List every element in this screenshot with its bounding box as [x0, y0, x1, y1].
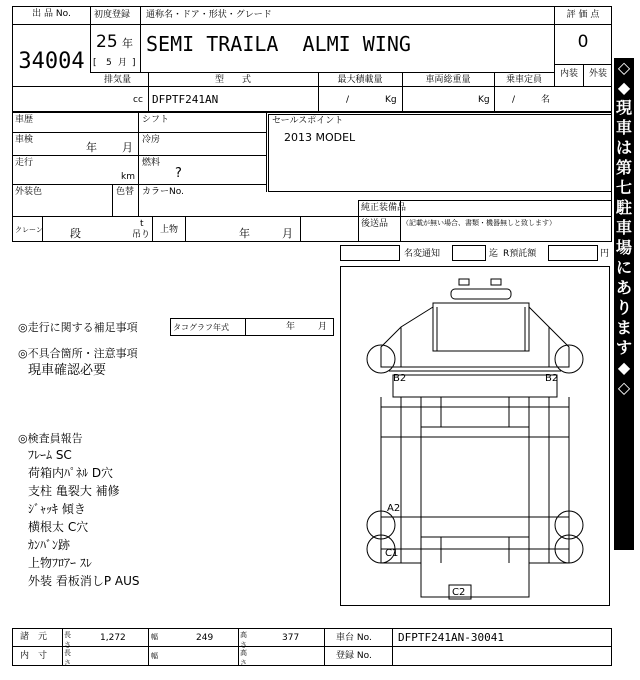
- fuel-label: 燃料: [142, 158, 161, 168]
- mark-b2-left: B2: [393, 373, 407, 384]
- inspection-month-unit: 月: [122, 141, 133, 154]
- mark-c1: C1: [385, 548, 399, 559]
- interior-label: 内装: [559, 69, 578, 79]
- inspector-item: 荷箱内ﾊﾟﾈﾙ D穴: [28, 466, 114, 480]
- side-banner-char: 現: [615, 98, 632, 117]
- interior-dims-label: 内 寸: [20, 651, 48, 661]
- side-banner-char: 七: [615, 178, 632, 197]
- in-width-label: 幅: [151, 652, 158, 660]
- defects-text: 現車確認必要: [28, 363, 107, 378]
- chassis-label: 車台 No.: [336, 633, 372, 643]
- inspector-section-title: ◎検査員報告: [18, 432, 83, 445]
- mark-c2: C2: [452, 587, 466, 598]
- body-label: 上物: [160, 225, 179, 235]
- reg-no-label: 登録 No.: [336, 651, 372, 661]
- crane-lift-unit: 吊り: [132, 230, 151, 240]
- side-banner-char: す: [615, 338, 632, 357]
- shift-label: シフト: [142, 115, 170, 125]
- mileage-label: 走行: [15, 158, 34, 168]
- deposit-prefix: 迄: [489, 249, 499, 259]
- inspector-item: 外装 看板消しP AUS: [28, 574, 140, 588]
- model-type-label: 型 式: [214, 75, 251, 85]
- in-height-label: 高さ: [240, 649, 247, 667]
- displacement-unit: cc: [133, 95, 143, 105]
- post-delivery-label: 後送品: [361, 219, 389, 229]
- crane-stage-unit: 段: [70, 227, 81, 240]
- reg-month-unit: 月: [118, 58, 128, 68]
- side-banner-char: 車: [615, 218, 632, 237]
- exterior-label: 外装: [588, 69, 607, 79]
- displacement-label: 排気量: [104, 75, 132, 85]
- tachograph-year-unit: 年: [286, 322, 296, 332]
- side-banner-char: ◇: [617, 378, 631, 397]
- length-value: 1,272: [100, 633, 126, 643]
- defects-section-title: ◎不具合箇所・注意事項: [18, 347, 138, 360]
- side-banner-char: 場: [615, 238, 632, 257]
- side-banner-char: 車: [615, 118, 632, 137]
- recycle-label: R預託額: [503, 249, 537, 259]
- gross-weight-label: 車両総重量: [425, 75, 471, 85]
- body-month-unit: 月: [282, 227, 293, 240]
- inspector-item: 上物ﾌﾛｱｰ ｽﾚ: [28, 556, 92, 570]
- sales-point-label: セールスポイント: [272, 116, 344, 126]
- inspector-list: [28, 446, 188, 590]
- ext-color-label: 外装色: [15, 187, 43, 197]
- capacity-label: 乗車定員: [505, 75, 542, 85]
- side-banner-char: に: [615, 258, 632, 277]
- max-load-unit: Kg: [385, 95, 397, 105]
- listing-no-label: 出 品 No.: [32, 9, 71, 19]
- color-no-label: カラーNo.: [142, 187, 184, 197]
- reg-year: 25: [96, 32, 118, 52]
- inspector-item: ｶﾝﾊﾞﾝ跡: [28, 538, 71, 552]
- sales-point: 2013 MODEL: [284, 131, 356, 144]
- listing-no: 34004: [18, 49, 85, 74]
- score-value: 0: [577, 32, 589, 52]
- side-banner-char: は: [615, 138, 632, 157]
- model-name-label: 通称名・ドア・形状・グレード: [146, 10, 272, 20]
- height-value: 377: [282, 633, 300, 643]
- first-reg-label: 初度登録: [94, 10, 131, 20]
- side-banner: [614, 58, 634, 550]
- inspector-item: 支柱 亀裂大 補修: [28, 484, 120, 498]
- name-change-label: 名変通知: [404, 249, 441, 259]
- header-frame: [12, 6, 612, 112]
- max-load-sep: /: [346, 95, 350, 105]
- length-label: 長さ: [64, 631, 71, 649]
- crane-label: クレーン: [15, 226, 43, 234]
- side-banner-char: あ: [615, 278, 632, 297]
- deposit-box: [452, 245, 486, 261]
- in-length-label: 長さ: [64, 649, 71, 667]
- score-label: 評 価 点: [566, 10, 600, 20]
- inspector-item: ｼﾞｬｯｷ 傾き: [28, 502, 86, 516]
- mark-b2-right: B2: [545, 373, 559, 384]
- chassis-no: DFPTF241AN-30041: [398, 631, 504, 644]
- capacity-unit: 名: [541, 95, 551, 105]
- side-banner-char: 第: [615, 158, 632, 177]
- inspection-year-unit: 年: [86, 141, 97, 154]
- history-label: 車歴: [15, 115, 34, 125]
- driving-section-title: ◎走行に関する補足事項: [18, 321, 138, 334]
- gross-weight-unit: Kg: [478, 95, 490, 105]
- crane-t: t: [140, 219, 144, 229]
- side-banner-char: ま: [615, 318, 632, 337]
- model-type: DFPTF241AN: [152, 93, 219, 106]
- side-banner-char: ◇: [617, 58, 631, 77]
- aircon-label: 冷房: [142, 135, 161, 145]
- month-open: [: [93, 58, 97, 68]
- fuel-value: ?: [175, 166, 182, 181]
- vehicle-name: SEMI TRAILA ALMI WING: [146, 32, 411, 56]
- side-banner-char: ◆: [617, 358, 631, 377]
- width-label: 幅: [151, 633, 158, 641]
- side-banner-char: ◆: [617, 78, 631, 97]
- yen-unit: 円: [600, 249, 610, 259]
- tachograph-label: タコグラフ年式: [173, 323, 229, 332]
- recycle-box: [548, 245, 598, 261]
- color-change-label: 色替: [116, 187, 135, 197]
- genuine-parts-label: 純正装備品: [361, 203, 407, 213]
- trailer-diagram-svg: [341, 267, 609, 605]
- vehicle-diagram: [340, 266, 610, 606]
- width-value: 249: [196, 633, 214, 643]
- inspector-item: 横根太 C穴: [28, 520, 89, 534]
- body-year-unit: 年: [239, 227, 250, 240]
- month-close: ]: [132, 58, 136, 68]
- reg-month: 5: [106, 58, 112, 68]
- mileage-unit: km: [121, 172, 135, 182]
- max-load-label: 最大積載量: [337, 75, 383, 85]
- capacity-sep: /: [512, 95, 516, 105]
- height-label: 高さ: [240, 631, 247, 649]
- dims-label: 諸 元: [20, 632, 48, 642]
- post-delivery-note: （記載が無い場合、書類・機器無しと致します）: [402, 219, 556, 227]
- mark-a2: A2: [387, 503, 401, 514]
- tachograph-month-unit: 月: [318, 322, 328, 332]
- reg-year-unit: 年: [122, 37, 133, 50]
- side-banner-char: り: [615, 298, 632, 317]
- inspector-item: ﾌﾚｰﾑ SC: [28, 448, 72, 462]
- inspection-label: 車検: [15, 135, 34, 145]
- side-banner-char: 駐: [615, 198, 632, 217]
- name-change-box: [340, 245, 400, 261]
